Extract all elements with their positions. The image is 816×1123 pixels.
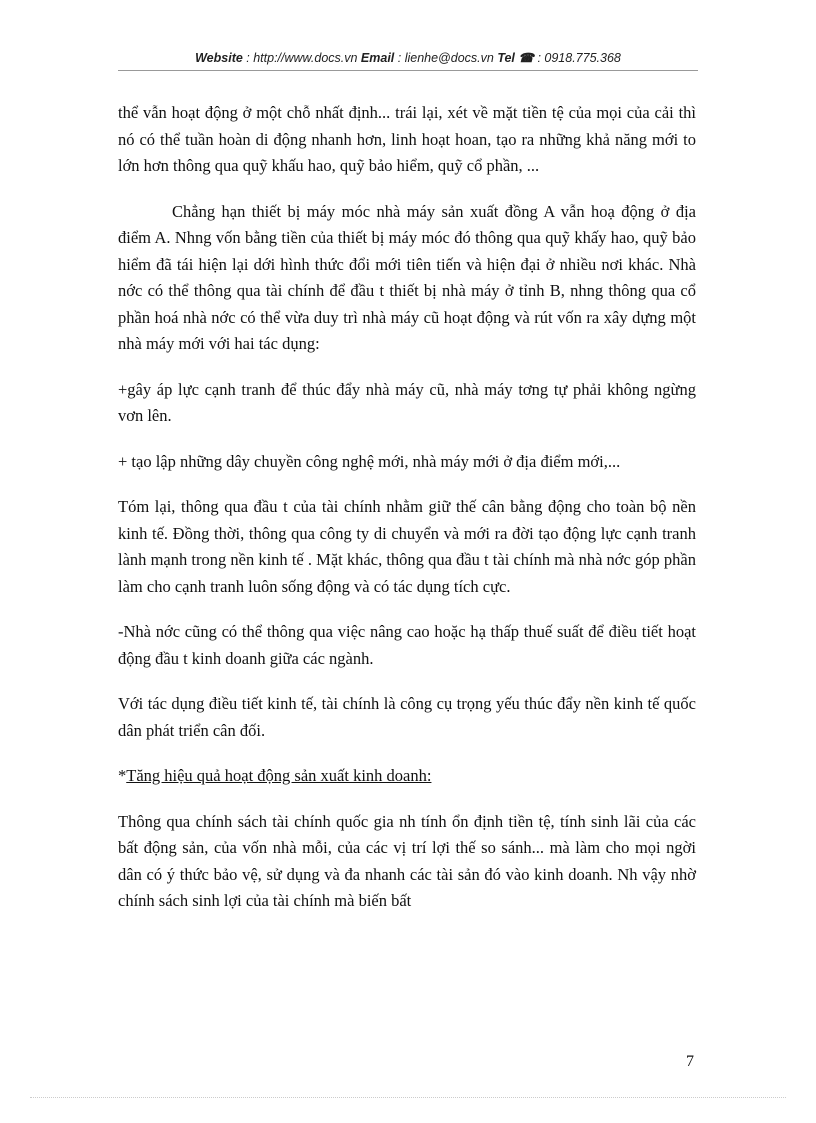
email-value: : lienhe@docs.vn [394, 51, 498, 65]
phone-icon: ☎ [518, 51, 534, 65]
website-value: : http://www.docs.vn [242, 51, 361, 65]
paragraph: Chẳng hạn thiết bị máy móc nhà máy sản xuất đồng A vẫn hoạ động ở địa điểm A. Nhng vốn bằng tiền của thiết bị máy móc đó thông qua quỹ khấy hao, quỹ bảo hiểm đã tái hiện lại dới hình thức đổi mới tiên tiến và hiện đại ở nhiều nơi khác. Nhà nớc có thể thông qua tài chính để đầu t thiết bị nhà máy ở tỉnh B, nhng thông qua cổ phần hoá nhà nớc có thể vừa duy trì nhà máy cũ hoạt động và rút vốn ra xây dựng một nhà máy mới với hai tác dụng: [118, 201, 696, 353]
header-divider [118, 70, 698, 71]
paragraph: Tóm lại, thông qua đầu t của tài chính nhằm giữ thế cân bằng động cho toàn bộ nền kinh tế. Đồng thời, thông qua công ty di chuyển và mới ra đời tạo động lực cạnh tranh lành mạnh trong nền kinh tế . Mặt khác, thông qua đầu t tài chính mà nhà nớc góp phần làm cho cạnh tranh luôn sống động và có tác dụng tích cực. [118, 497, 696, 596]
email-label: Email [360, 51, 395, 65]
paragraph: Thông qua chính sách tài chính quốc gia nh tính ổn định tiền tệ, tính sinh lãi của các bất động sản, của vốn nhà mỗi, của các vị trí lợi thế so sánh... mà làm cho mọi ngời dân có ý thức bảo vệ, sử dụng và đa nhanh các tài sản đó vào kinh doanh. Nh vậy nhờ chính sách sinh lợi của tài chính mà biến bất [118, 811, 696, 910]
heading-prefix: * [118, 766, 127, 785]
paragraph: Với tác dụng điều tiết kinh tế, tài chính là công cụ trọng yếu thúc đẩy nền kinh tế quốc dân phát triển cân đối. [118, 694, 696, 740]
page-header [118, 50, 698, 65]
tel-label: Tel [497, 51, 515, 65]
tel-value: : 0918.775.368 [533, 51, 621, 65]
paragraph: -Nhà nớc cũng có thể thông qua việc nâng cao hoặc hạ thấp thuế suất để điều tiết hoạt động đầu t kinh doanh giữa các ngành. [118, 622, 696, 668]
section-heading [118, 763, 696, 790]
paragraph: +gây áp lực cạnh tranh để thúc đẩy nhà máy cũ, nhà máy tơng tự phải không ngừng vơn lên. [118, 379, 696, 425]
page-number: 7 [686, 1053, 694, 1070]
page-bottom-border [30, 1097, 786, 1098]
heading-text: Tăng hiệu quả hoạt động sản xuất kinh doanh: [126, 766, 432, 785]
website-label: Website [195, 51, 243, 65]
paragraph: + tạo lập những dây chuyền công nghệ mới, nhà máy mới ở địa điểm mới,... [118, 451, 621, 471]
document-body [118, 100, 696, 934]
paragraph: thể vẫn hoạt động ở một chỗ nhất định... trái lại, xét về mặt tiền tệ của mọi của cải thì nó có thể tuần hoàn di động nhanh hơn, linh hoạt hoan, tạo ra những khả năng mới to lớn hơn thông qua quỹ khấu hao, quỹ bảo hiểm, quỹ cổ phần, ... [118, 103, 696, 175]
